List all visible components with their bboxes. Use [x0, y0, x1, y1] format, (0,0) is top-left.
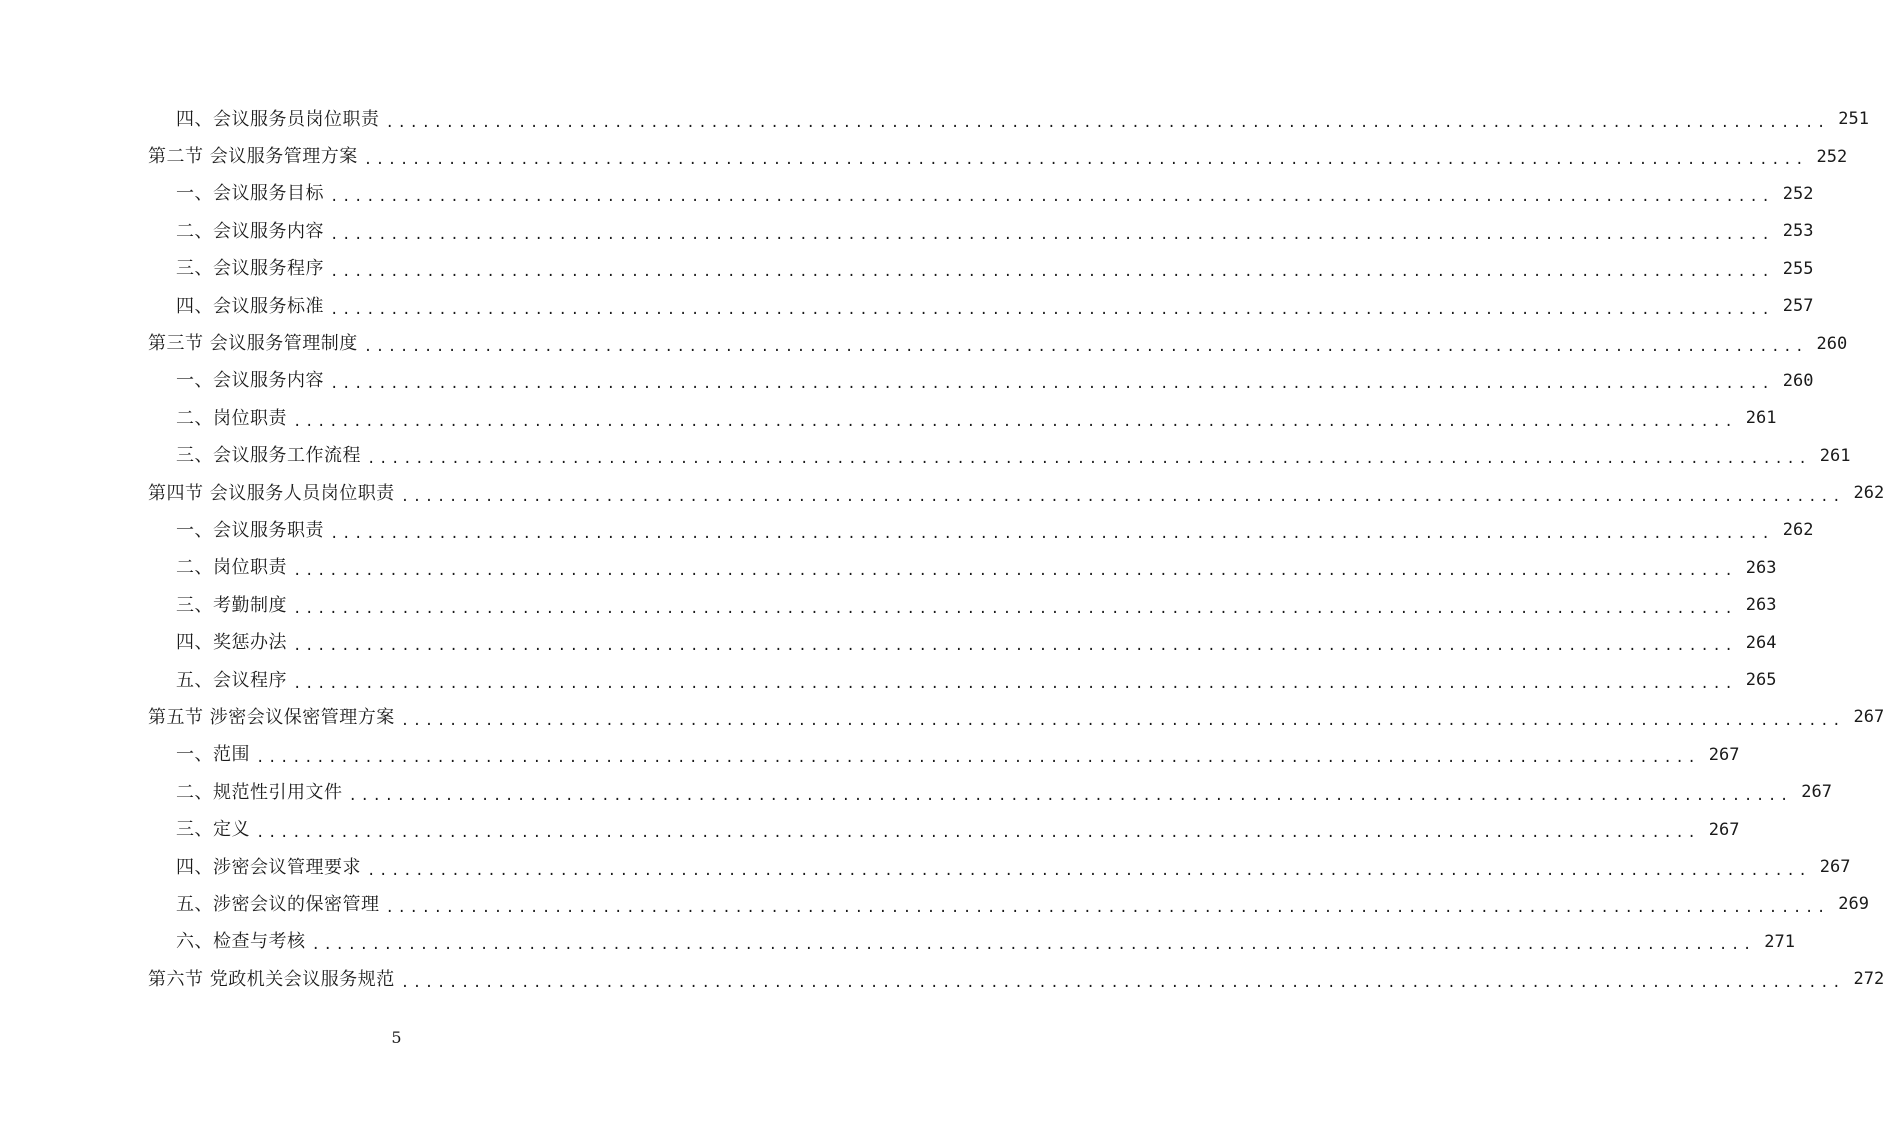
toc-section-entry[interactable] — [0, 961, 1884, 998]
toc-entry-page-number: 269 — [1838, 894, 1869, 915]
toc-entry-page-number: 251 — [1838, 109, 1869, 130]
toc-subsection-entry[interactable] — [0, 288, 1814, 325]
toc-leader-dots: ........................................................................................................................ — [400, 488, 1845, 505]
toc-entry-title: 四、涉密会议管理要求 — [176, 856, 361, 878]
toc-leader-dots: ........................................................................................................................ — [256, 825, 1700, 842]
toc-leader-dots: ........................................................................................................................ — [400, 712, 1845, 729]
toc-entry-page-number: 252 — [1782, 183, 1814, 204]
toc-leader-dots: ........................................................................................................................ — [330, 189, 1774, 206]
toc-entry-title: 第五节 涉密会议保密管理方案 — [148, 706, 395, 728]
toc-subsection-entry[interactable] — [0, 587, 1777, 624]
toc-entry-page-number: 271 — [1764, 931, 1795, 952]
toc-subsection-entry[interactable] — [0, 400, 1777, 437]
toc-section-entry[interactable] — [0, 138, 1848, 175]
toc-entry-title: 四、会议服务标准 — [176, 295, 324, 317]
toc-entry-page-number: 272 — [1853, 969, 1884, 990]
toc-subsection-entry[interactable] — [0, 662, 1777, 699]
toc-entry-page-number: 261 — [1745, 408, 1777, 429]
toc-subsection-entry[interactable] — [0, 438, 1851, 475]
toc-leader-dots: ........................................................................................................................ — [256, 750, 1700, 767]
toc-entry-page-number: 260 — [1782, 370, 1814, 391]
toc-subsection-entry[interactable] — [0, 101, 1869, 138]
toc-leader-dots: ........................................................................................................................ — [367, 862, 1811, 879]
toc-entry-title: 五、会议程序 — [176, 669, 287, 691]
toc-entry-title: 第二节 会议服务管理方案 — [148, 146, 358, 168]
toc-leader-dots: ........................................................................................................................ — [311, 937, 1755, 954]
toc-entry-title: 一、会议服务目标 — [176, 183, 324, 205]
table-of-contents — [0, 101, 1884, 998]
toc-leader-dots: ........................................................................................................................ — [348, 787, 1792, 804]
toc-entry-page-number: 257 — [1782, 296, 1814, 317]
toc-entry-page-number: 267 — [1708, 744, 1740, 765]
toc-leader-dots: ........................................................................................................................ — [293, 600, 1737, 617]
toc-entry-title: 五、涉密会议的保密管理 — [176, 893, 380, 915]
toc-subsection-entry[interactable] — [0, 363, 1814, 400]
toc-subsection-entry[interactable] — [0, 774, 1832, 811]
toc-section-entry[interactable] — [0, 475, 1884, 512]
page-number: 5 — [391, 1028, 402, 1047]
toc-entry-title: 二、会议服务内容 — [176, 220, 324, 242]
toc-subsection-entry[interactable] — [0, 737, 1740, 774]
toc-leader-dots: ........................................................................................................................ — [330, 226, 1774, 243]
toc-leader-dots: ........................................................................................................................ — [400, 974, 1845, 991]
toc-subsection-entry[interactable] — [0, 550, 1777, 587]
toc-entry-page-number: 252 — [1816, 146, 1848, 167]
toc-entry-title: 一、会议服务内容 — [176, 370, 324, 392]
toc-leader-dots: ........................................................................................................................ — [330, 301, 1774, 318]
toc-entry-title: 二、岗位职责 — [176, 557, 287, 579]
toc-entry-page-number: 262 — [1782, 520, 1814, 541]
toc-entry-title: 第四节 会议服务人员岗位职责 — [148, 482, 395, 504]
toc-entry-title: 三、会议服务工作流程 — [176, 445, 361, 467]
toc-subsection-entry[interactable] — [0, 251, 1814, 288]
toc-entry-title: 三、定义 — [176, 819, 250, 841]
toc-subsection-entry[interactable] — [0, 512, 1814, 549]
toc-entry-title: 三、会议服务程序 — [176, 258, 324, 280]
toc-entry-page-number: 265 — [1745, 670, 1777, 691]
toc-leader-dots: ........................................................................................................................ — [293, 413, 1737, 430]
toc-subsection-entry[interactable] — [0, 886, 1869, 923]
toc-subsection-entry[interactable] — [0, 624, 1777, 661]
toc-leader-dots: ........................................................................................................................ — [363, 339, 1808, 356]
toc-entry-title: 一、会议服务职责 — [176, 519, 324, 541]
toc-entry-title: 六、检查与考核 — [176, 931, 306, 953]
toc-entry-page-number: 267 — [1708, 819, 1740, 840]
toc-subsection-entry[interactable] — [0, 924, 1795, 961]
toc-entry-title: 一、范围 — [176, 744, 250, 766]
toc-entry-page-number: 263 — [1745, 557, 1777, 578]
toc-leader-dots: ........................................................................................................................ — [293, 675, 1737, 692]
toc-entry-title: 第六节 党政机关会议服务规范 — [148, 968, 395, 990]
toc-subsection-entry[interactable] — [0, 213, 1814, 250]
toc-leader-dots: ........................................................................................................................ — [385, 899, 1829, 916]
toc-subsection-entry[interactable] — [0, 811, 1740, 848]
toc-leader-dots: ........................................................................................................................ — [330, 525, 1774, 542]
toc-entry-page-number: 260 — [1816, 333, 1848, 354]
toc-leader-dots: ........................................................................................................................ — [385, 114, 1829, 131]
toc-section-entry[interactable] — [0, 699, 1884, 736]
toc-entry-page-number: 267 — [1819, 857, 1851, 877]
toc-entry-page-number: 267 — [1853, 707, 1884, 728]
toc-entry-page-number: 255 — [1782, 258, 1814, 279]
toc-entry-page-number: 262 — [1853, 483, 1884, 504]
toc-entry-page-number: 264 — [1745, 632, 1777, 653]
toc-entry-title: 二、规范性引用文件 — [176, 781, 343, 803]
toc-entry-title: 四、奖惩办法 — [176, 632, 287, 654]
toc-subsection-entry[interactable] — [0, 176, 1814, 213]
toc-section-entry[interactable] — [0, 325, 1848, 362]
toc-leader-dots: ........................................................................................................................ — [330, 376, 1774, 393]
toc-entry-title: 四、会议服务员岗位职责 — [176, 108, 380, 130]
toc-entry-page-number: 267 — [1801, 782, 1832, 803]
toc-leader-dots: ........................................................................................................................ — [363, 152, 1808, 169]
toc-entry-title: 第三节 会议服务管理制度 — [148, 333, 358, 355]
toc-leader-dots: ........................................................................................................................ — [330, 264, 1774, 281]
toc-entry-page-number: 261 — [1819, 445, 1851, 466]
toc-entry-title: 二、岗位职责 — [176, 407, 287, 429]
toc-leader-dots: ........................................................................................................................ — [293, 563, 1737, 580]
toc-entry-title: 三、考勤制度 — [176, 594, 287, 616]
toc-leader-dots: ........................................................................................................................ — [293, 638, 1737, 655]
toc-entry-page-number: 263 — [1745, 595, 1777, 616]
toc-leader-dots: ........................................................................................................................ — [367, 451, 1811, 468]
toc-subsection-entry[interactable] — [0, 849, 1851, 886]
toc-entry-page-number: 253 — [1782, 221, 1814, 242]
